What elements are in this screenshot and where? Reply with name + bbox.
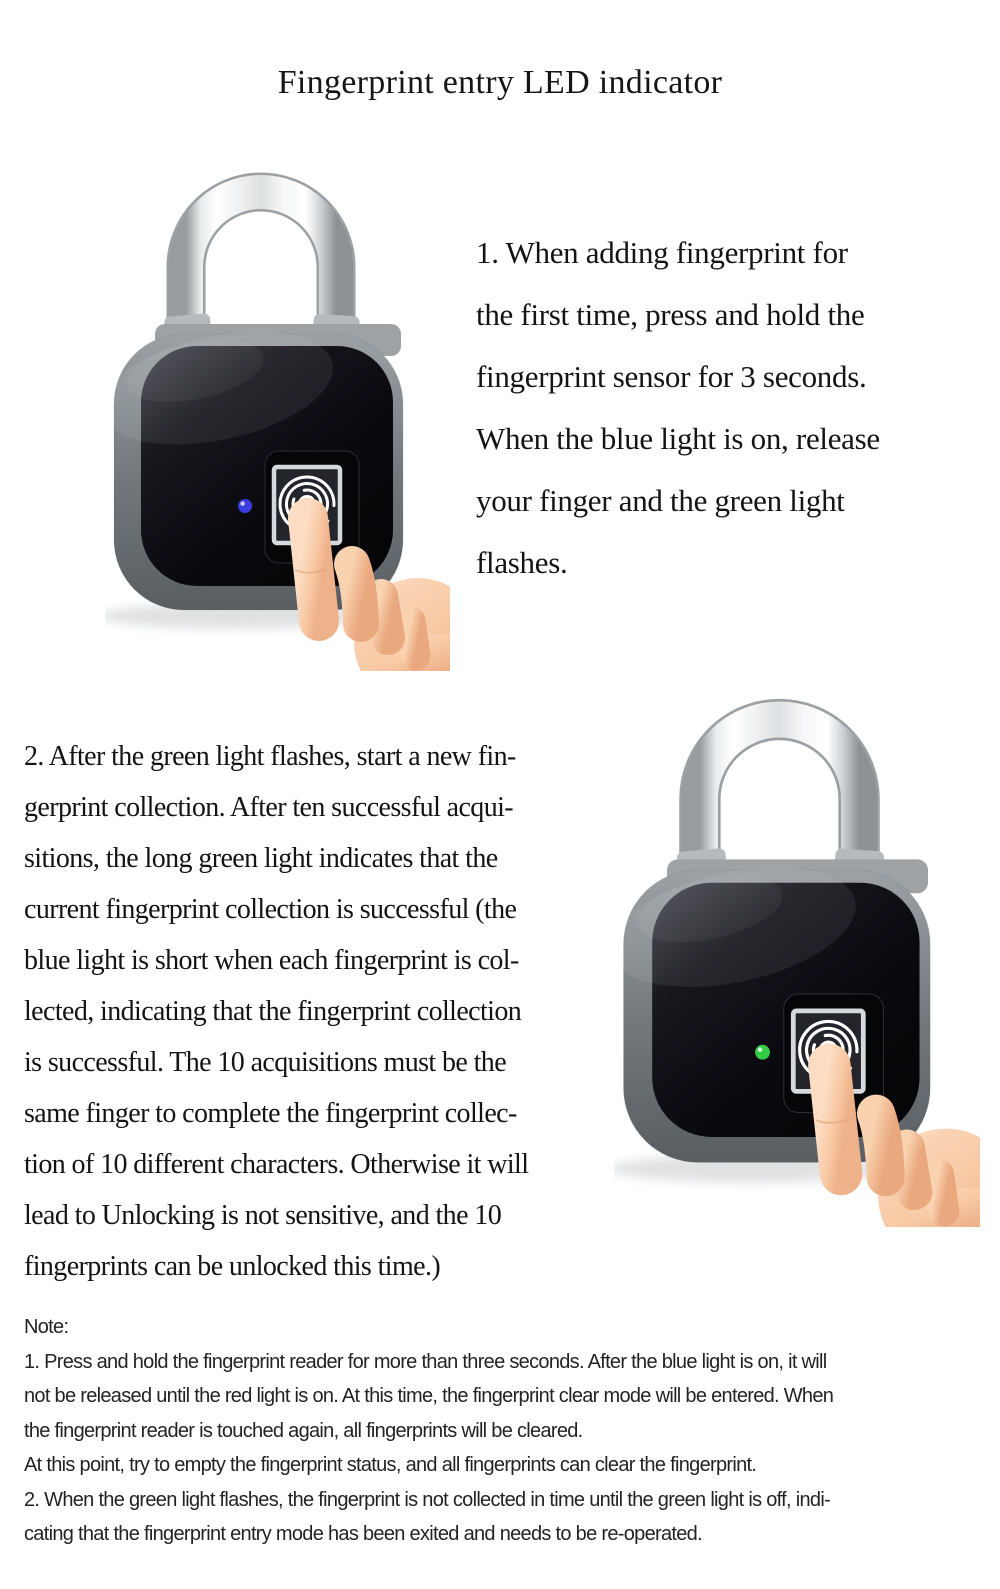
text-line: gerprint collection. After ten successful acqui- xyxy=(24,792,514,823)
text-line: 2. After the green light flashes, start a new fin- xyxy=(24,741,516,772)
note-text xyxy=(24,1310,990,1552)
text-line: not be released until the red light is on. At this time, the fingerprint clear mode will be entered. When xyxy=(24,1385,834,1407)
text-line: your finger and the green light xyxy=(476,483,845,518)
page-title: Fingerprint entry LED indicator xyxy=(277,64,723,101)
text-line: fingerprints can be unlocked this time.) xyxy=(24,1251,441,1282)
padlock-image-blue-led xyxy=(105,166,450,671)
text-line: When the blue light is on, release xyxy=(476,421,880,456)
step1-text xyxy=(476,222,986,594)
text-line: fingerprint sensor for 3 seconds. xyxy=(476,359,867,394)
text-line: lected, indicating that the fingerprint collection xyxy=(24,996,522,1027)
text-line: flashes. xyxy=(476,545,568,580)
step2-text xyxy=(24,731,624,1292)
text-line: lead to Unlocking is not sensitive, and the 10 xyxy=(24,1200,502,1231)
text-line: blue light is short when each fingerprint is col- xyxy=(24,945,519,976)
text-line: tion of 10 different characters. Otherwise it will xyxy=(24,1149,529,1180)
padlock-image-green-led xyxy=(614,692,980,1227)
text-line: is successful. The 10 acquisitions must be the xyxy=(24,1047,507,1078)
text-line: same finger to complete the fingerprint collec- xyxy=(24,1098,517,1129)
text-line: 1. When adding fingerprint for xyxy=(476,235,848,270)
text-line: Note: xyxy=(24,1316,69,1338)
text-line: the first time, press and hold the xyxy=(476,297,865,332)
text-line: sitions, the long green light indicates that the xyxy=(24,843,498,874)
text-line: the fingerprint reader is touched again, all fingerprints will be cleared. xyxy=(24,1419,583,1442)
text-line: cating that the fingerprint entry mode has been exited and needs to be re-operated. xyxy=(24,1523,702,1545)
text-line: 1. Press and hold the fingerprint reader for more than three seconds. After the blue light is on, it will xyxy=(24,1350,827,1373)
text-line: current fingerprint collection is successful (the xyxy=(24,894,517,925)
text-line: At this point, try to empty the fingerprint status, and all fingerprints can clear the fingerprint. xyxy=(24,1454,757,1476)
text-line: 2. When the green light flashes, the fingerprint is not collected in time until the green light is off, indi- xyxy=(24,1488,831,1511)
